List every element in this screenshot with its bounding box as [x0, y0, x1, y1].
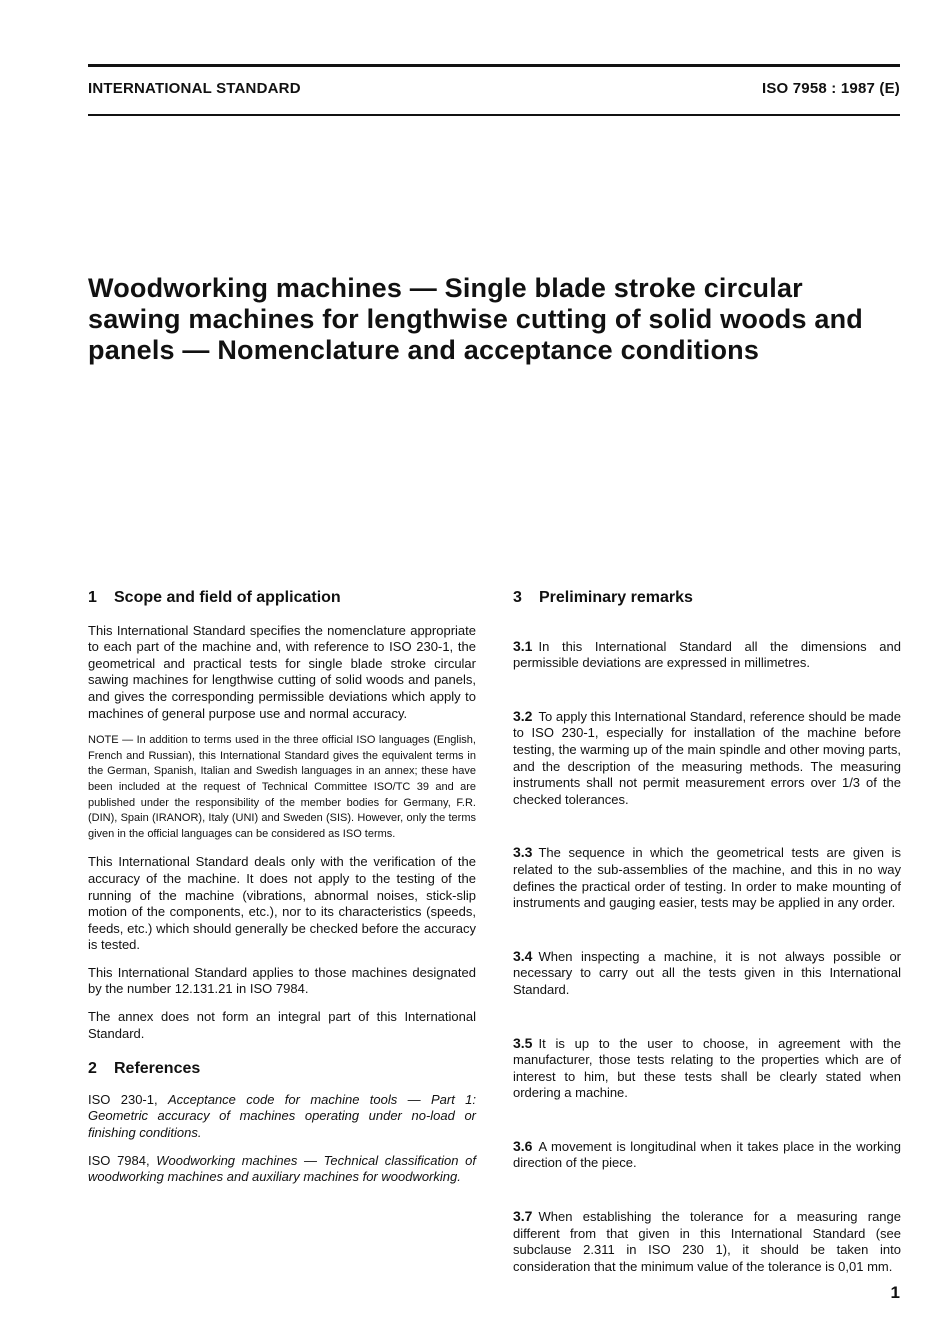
- paragraph: The annex does not form an integral part of this International Standard.: [88, 1009, 476, 1041]
- subclause-text: When establishing the tolerance for a measuring range different from that given in this International Standard (see subclause 2.311 in ISO 230 1), it should be taken into consideration that the minimum value of the tolerance is 0,01 mm.: [513, 1209, 901, 1274]
- subclause: [513, 708, 901, 809]
- subclause: [513, 1208, 901, 1275]
- page-number: 1: [890, 1283, 900, 1302]
- subclause: [513, 844, 901, 911]
- reference-code: ISO 230-1,: [88, 1091, 168, 1107]
- paragraph: This International Standard deals only with the verification of the accuracy of the machine. It does not apply to the testing of the running of the machine (vibrations, abnormal noises, stick-slip motion of the components, etc.), nor to its characteristics (speeds, feeds, etc.) which should generally be checked before the accuracy is tested.: [88, 854, 476, 953]
- subclause-number: 3.2: [513, 707, 533, 724]
- note: NOTE — In addition to terms used in the three official ISO languages (English, French and Russian), this International Standard gives the equivalent terms in the German, Spanish, Italian and Swedish languages in an annex; these have been included at the request of Technical Committee ISO/TC 39 and are published under the responsibility of the member bodies for Germany, F.R. (DIN), Spain (IRANOR), Italy (UNI) and Sweden (SIS). However, only the terms given in the official languages can be considered as ISO terms.: [88, 734, 476, 840]
- header-standard-type: INTERNATIONAL STANDARD: [88, 80, 301, 97]
- subclause-text: A movement is longitudinal when it takes place in the working direction of the piece.: [513, 1138, 901, 1171]
- subclause-number: 3.3: [513, 844, 533, 861]
- subclause-text: To apply this International Standard, reference should be made to ISO 230-1, especially for installation of the machine before testing, the warming up of the main spindle and other moving parts, and the description of the measuring methods. The measuring instruments shall not permit measurement errors over 1/3 of the checked tolerances.: [513, 708, 901, 807]
- section-1-heading: [88, 590, 476, 607]
- reference-title: Woodworking machines — Technical classification of woodworking machines and auxiliary machines for woodworking.: [88, 1152, 477, 1185]
- section-number: 1: [88, 589, 97, 606]
- section-2-heading: [88, 1061, 476, 1078]
- header-standard-number: ISO 7958 : 1987 (E): [761, 80, 900, 97]
- subclause-text: It is up to the user to choose, in agreement with the manufacturer, those tests relating to the properties which are of interest to him, but these tests shall be clearly stated when ordering a machine.: [513, 1035, 901, 1101]
- subclause-text: The sequence in which the geometrical tests are given is related to the sub-assemblies of the machine, and this in no way defines the practical order of testing. In order to make mounting of instruments and gauging easier, tests may be applied in any order.: [513, 845, 901, 911]
- header-bottom-rule: [88, 114, 900, 116]
- subclause-text: In this International Standard all the dimensions and permissible deviations are expressed in millimetres.: [513, 638, 901, 671]
- reference-title: Acceptance code for machine tools — Part 1: Geometric accuracy of machines operating under no-load or finishing conditions.: [88, 1091, 477, 1141]
- subclause-text: When inspecting a machine, it is not always possible or necessary to carry out all the tests given in this International Standard.: [513, 948, 901, 997]
- section-number: 2: [88, 1060, 97, 1078]
- paragraph: This International Standard applies to those machines designated by the number 12.131.21 in ISO 7984.: [88, 964, 476, 997]
- reference-item: [88, 1153, 476, 1186]
- subclause: [513, 638, 901, 672]
- subclause-number: 3.7: [513, 1208, 533, 1225]
- right-column: [513, 590, 901, 1275]
- left-column: [88, 590, 476, 1197]
- subclause-number: 3.1: [513, 637, 533, 654]
- subclause: [513, 1035, 901, 1102]
- section-title: References: [114, 1060, 201, 1078]
- subclause: [513, 948, 901, 999]
- paragraph: This International Standard specifies the nomenclature appropriate to each part of the machine and, with reference to ISO 230-1, the geometrical and practical tests for single blade stroke circular sawing machines for lengthwise cutting of solid woods and panels, and gives the corresponding permissible deviations which apply to machines of general purpose use and normal accuracy.: [88, 622, 476, 721]
- subclause-number: 3.4: [513, 947, 533, 964]
- header-top-rule: [88, 64, 900, 67]
- section-number: 3: [513, 589, 522, 606]
- section-title: Scope and field of application: [114, 589, 341, 606]
- section-3-heading: [513, 590, 901, 607]
- subclause-number: 3.6: [513, 1137, 533, 1154]
- section-title: Preliminary remarks: [539, 589, 693, 606]
- reference-item: [88, 1092, 476, 1142]
- reference-code: ISO 7984,: [88, 1152, 157, 1168]
- document-title: Woodworking machines — Single blade stroke circular sawing machines for lengthwise cutting of solid woods and panels — Nomenclature and acceptance conditions: [88, 273, 863, 365]
- subclause-number: 3.5: [513, 1034, 533, 1051]
- subclause: [513, 1138, 901, 1172]
